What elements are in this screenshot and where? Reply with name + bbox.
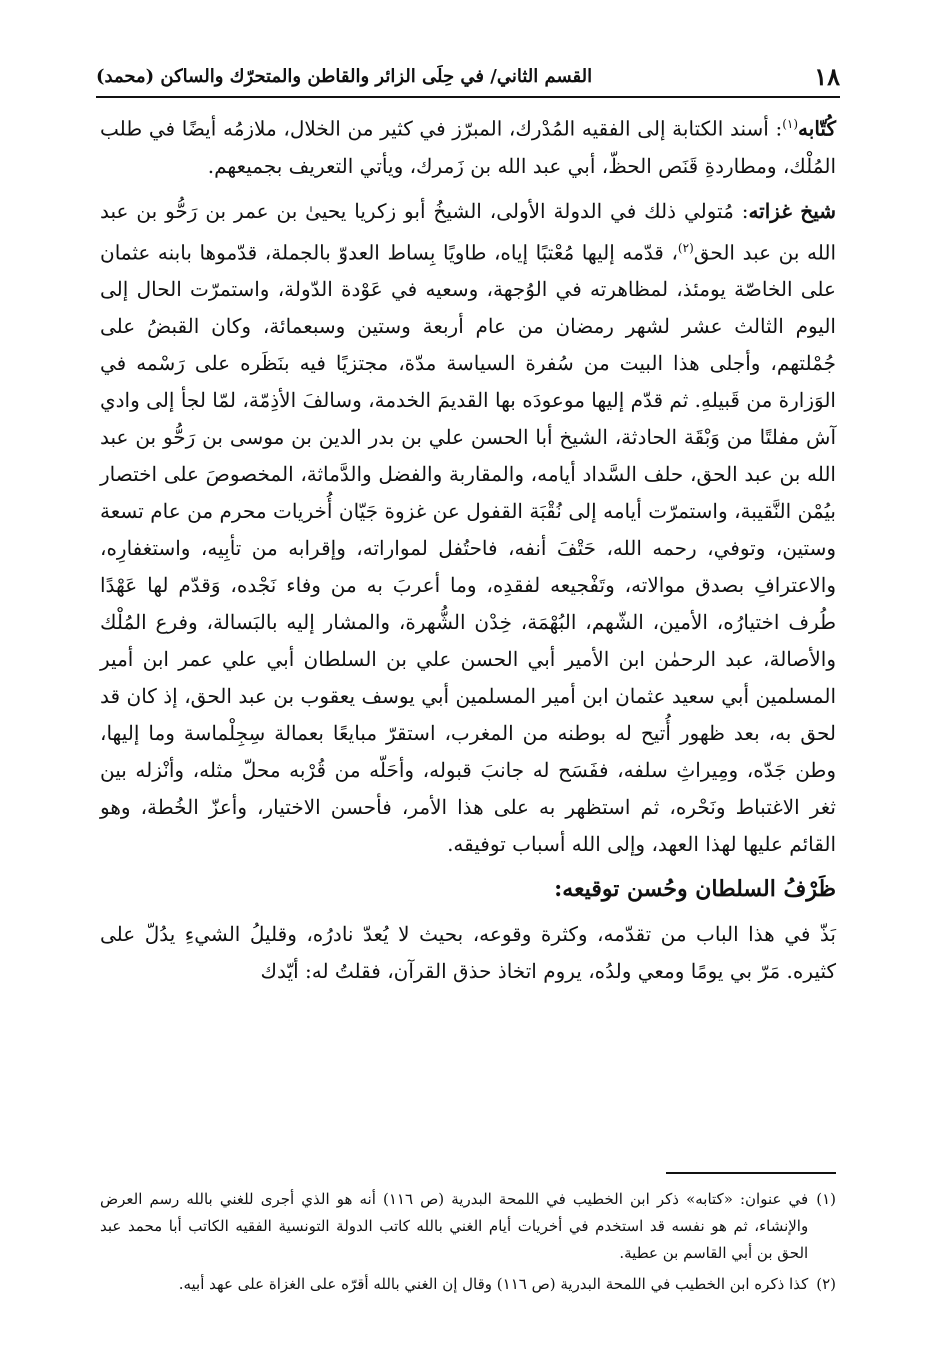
footnote-number: (١) (816, 1190, 836, 1208)
footnote (100, 1271, 836, 1298)
paragraph-ghazi-sheikh (100, 193, 836, 864)
paragraph-lead: شيخ غزاته (748, 198, 836, 223)
paragraph-text: ، قدّمه إليها مُعْتبًا إياه، طاويًا بِساط العدوّ بالجملة، قدّموها بابنه عثمان على الخاصّة يومئذ، لمظاهرته في الوُجهة، وسعيه في عَوْدة الدّولة، واستمرّت الحال إلى اليوم الثالث عشر لشهر رمضان من عام أربعة وستين وسبعمائة، وكان القبضُ على جُمْلتهم، وأجلى هذا البيت من سُفرة السياسة مدّة، مجتزيًا فيه بنَظَره على رَسْمه في الوَزارة من قَبيلهِ. ثم قدّم إليها موعودَه بها القديمَ الخدمة، وسالفَ الأذِمّة، لمّا لجأ إلى وادي آش مفلتًا من وَبْقَة الحادثة، الشيخ أبا الحسن علي بن بدر الدين بن موسى بن رَحُّو بن عبد الله بن عبد الحق، حلف السَّداد أيامه، والمقاربة والفضل والدَّماثة، المخصوصَ على اختصار بيُمْن النَّقيبة، واستمرّت أيامه إلى نُقْبَة القفول عن غزوة جَيّان أُخريات محرم من عام تسعة وستين، وتوفي، رحمه الله، حَتْفَ أنفه، فاحتُفل لمواراته، وإقرابه من تأبِيه، واستغفارِه، والاعترافِ بصدق موالاته، وتَفْجيعه لفقدِه، وما أعربَ به من وفاء نَجْده، وَقدّم لها عَهْدًا طُرف اختيارُه، الأمين، الشّهم، البُهْمَة، خِدْن الشُّهرة، والمشار إليه بالبَسالة، وفرع المُلْك والأصالة، عبد الرحمٰن ابن الأمير أبي الحسن علي بن السلطان أبي علي عمر ابن أمير المسلمين أبي سعيد عثمان ابن أمير المسلمين أبي يوسف يعقوب بن عبد الحق، إذ كان قد لحق به، بعد ظهور أُتيح له بوطنه من المغرب، استقرّ مبايعًا بعمالة سِجِلْماسة وما إليها، وطن جَدّه، ومِيراثِ سلفه، ففَسَح له جانبَ قبوله، وأحَلّه من قُرْبه محلّ مثله، وأنْزله بين ثغر الاغتباط ونَحْره، ثم استظهر به على هذا الأمر، فأحسن الاختيار، وأعزّ الخُطة، وهو القائم عليها لهذا العهد، وإلى الله أسباب توفيقه. (100, 240, 837, 857)
paragraph-sultan-wit (100, 916, 836, 990)
footnote-divider (666, 1172, 836, 1174)
paragraph-scribes (100, 106, 836, 185)
main-text (100, 106, 836, 998)
page-header (96, 56, 840, 98)
footnote-ref: (١) (782, 117, 799, 131)
paragraph-text: : مُتولي ذلك في الدولة الأولى، الشيخُ أبو زكريا يحيىٰ بن عمر بن رَحُّو بن عبد الله بن عبد الحق (100, 198, 836, 265)
footnote-text: كذا ذكره ابن الخطيب في اللمحة البدرية (ص ١١٦) وقال إن الغني بالله أقرّه على الغزاة على عهد أبيه. (178, 1275, 809, 1293)
paragraph-text: بَذّ في هذا الباب من تقدّمه، وكثرة وقوعه، بحيث لا يُعدّ نادرُه، وقليلُ الشيءِ يدُلّ على كثيره. مَرّ بي يومًا ومعي ولدُه، يروم اتخاذ حذق القرآن، فقلتُ له: أيّدك (100, 922, 836, 984)
running-title: القسم الثاني/ في حِلَى الزائر والقاطن والمتحرّك والساكن (محمد) (96, 65, 593, 87)
section-subheading: ظَرْفُ السلطان وحُسن توقيعه: (554, 876, 836, 903)
footnote-number: (٢) (816, 1275, 836, 1293)
paragraph-lead: كُتّابه (798, 116, 836, 141)
footnote-text: في عنوان: «كتابه» ذكر ابن الخطيب في اللمحة البدرية (ص ١١٦) أنه هو الذي أجرى للغني بالله رسم العرض والإنشاء، ثم هو نفسه قد استخدم في أخريات أيام الغني بالله كاتب الدولة التونسية الفقيه الكاتب أبا محمد عبد الحق بن أبي القاسم بن عطية. (100, 1190, 809, 1262)
footnotes (100, 1186, 836, 1302)
footnote-ref: (٢) (677, 240, 694, 255)
footnote (100, 1186, 836, 1267)
paragraph-text: : أسند الكتابة إلى الفقيه المُدْرك، المبرّز في كثير من الخلال، ملازمُه أيضًا في طلب المُلْك، ومطاردةِ قَنَص الحظّ، أبي عبد الله بن زَمرك، ويأتي التعريف بجميعهم. (100, 116, 836, 178)
page-number: ١٨ (814, 61, 840, 91)
